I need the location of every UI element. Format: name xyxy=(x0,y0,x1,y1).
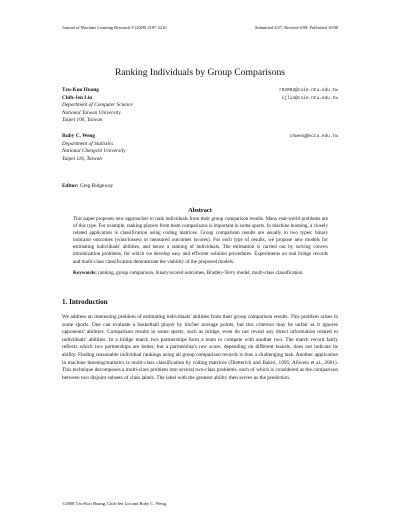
abstract-heading: Abstract xyxy=(188,207,212,214)
author-block-2 xyxy=(62,133,338,163)
keywords xyxy=(73,270,328,277)
keywords-label: Keywords: xyxy=(73,270,97,276)
keywords-text: ranking, group comparison, binary/scored outcomes, Bradley-Terry model, multi-class classification xyxy=(98,270,303,276)
abstract-text: This paper proposes new approaches to rank individuals from their group comparison results. Many real-world problems are of this type. For example, ranking players from team comparisons is important in some sports. In machine learning, a closely related application is classification using coding matrices. Group comparison results are usually in two types: binary indicator outcomes (wins/losses) or measured outcomes (scores). For each type of results, we propose new models for estimating individuals' abilities, and hence a ranking of individuals. The estimation is carried out by solving convex minimization problems, for which we develop easy and efficient solution procedures. Experiments on real bridge records and multi-class classification demonstrate the viability of the proposed models. xyxy=(73,216,328,265)
submission-dates: Submitted 2/07; Revised 6/08; Published 10/08 xyxy=(254,25,338,30)
body-paragraph: We address an interesting problem of estimating individuals' abilities from their group comparison results. This problem arises in some sports. One can evaluate a basketball player by his/her average points, but this criterion may be unfair as it ignores opponents' abilities. Comparison results in some sports, such as bridge, even do not reveal any direct information related to individuals' abilities. In a bridge match two partnerships form a team to compete with another two. The match record fairly reflects which two partnerships are better, but a partnership's raw score, depending on different boards, does not indicate its ability. Finding reasonable individual rankings using all group comparison records is thus a challenging task. Another application in machine learning/statistics is multi-class classification by coding matrices (Dietterich and Bakiri, 1995; Allwein et al., 2001). This technique decomposes a multi-class problem into several two-class problems, each of which is considered as the comparison between two disjoint subsets of class labels. The label with the greatest ability then serves as the prediction. xyxy=(62,314,338,381)
affiliation-line: National Taiwan University xyxy=(62,109,121,116)
author-block-1 xyxy=(62,87,338,125)
author-name: Tzu-Kuo Huang xyxy=(62,87,99,93)
author-name: Chih-Jen Lin xyxy=(62,94,93,101)
editor-line xyxy=(62,183,113,189)
author-name: Ruby C. Weng xyxy=(62,133,96,139)
affiliation-line: National Chengchi University xyxy=(62,148,126,155)
affiliation-line: Department of Statistics xyxy=(62,140,114,147)
affiliation-line: Department of Computer Science xyxy=(62,102,133,109)
editor-label: Editor: xyxy=(62,183,79,189)
copyright-footer: ©2008 Tzu-Kuo Huang, Chih-Jen Lin and Ruby C. Weng. xyxy=(62,501,168,506)
paper-title: Ranking Individuals by Group Comparisons xyxy=(114,67,285,78)
section-heading: 1. Introduction xyxy=(62,298,108,306)
author-email[interactable]: r93002@csie.ntu.edu.tw xyxy=(279,88,338,93)
journal-citation: Journal of Machine Learning Research 9 (2008) 2187-2216 xyxy=(62,25,167,30)
author-email[interactable]: cjlin@csie.ntu.edu.tw xyxy=(281,95,338,101)
affiliation-line: Taipei 106, Taiwan xyxy=(62,117,103,124)
author-email[interactable]: chweng@nccu.edu.tw xyxy=(289,134,338,139)
editor-name: Greg Ridgeway xyxy=(79,183,114,189)
journal-header xyxy=(62,25,338,30)
affiliation-line: Taipei 116, Taiwan xyxy=(62,155,102,162)
